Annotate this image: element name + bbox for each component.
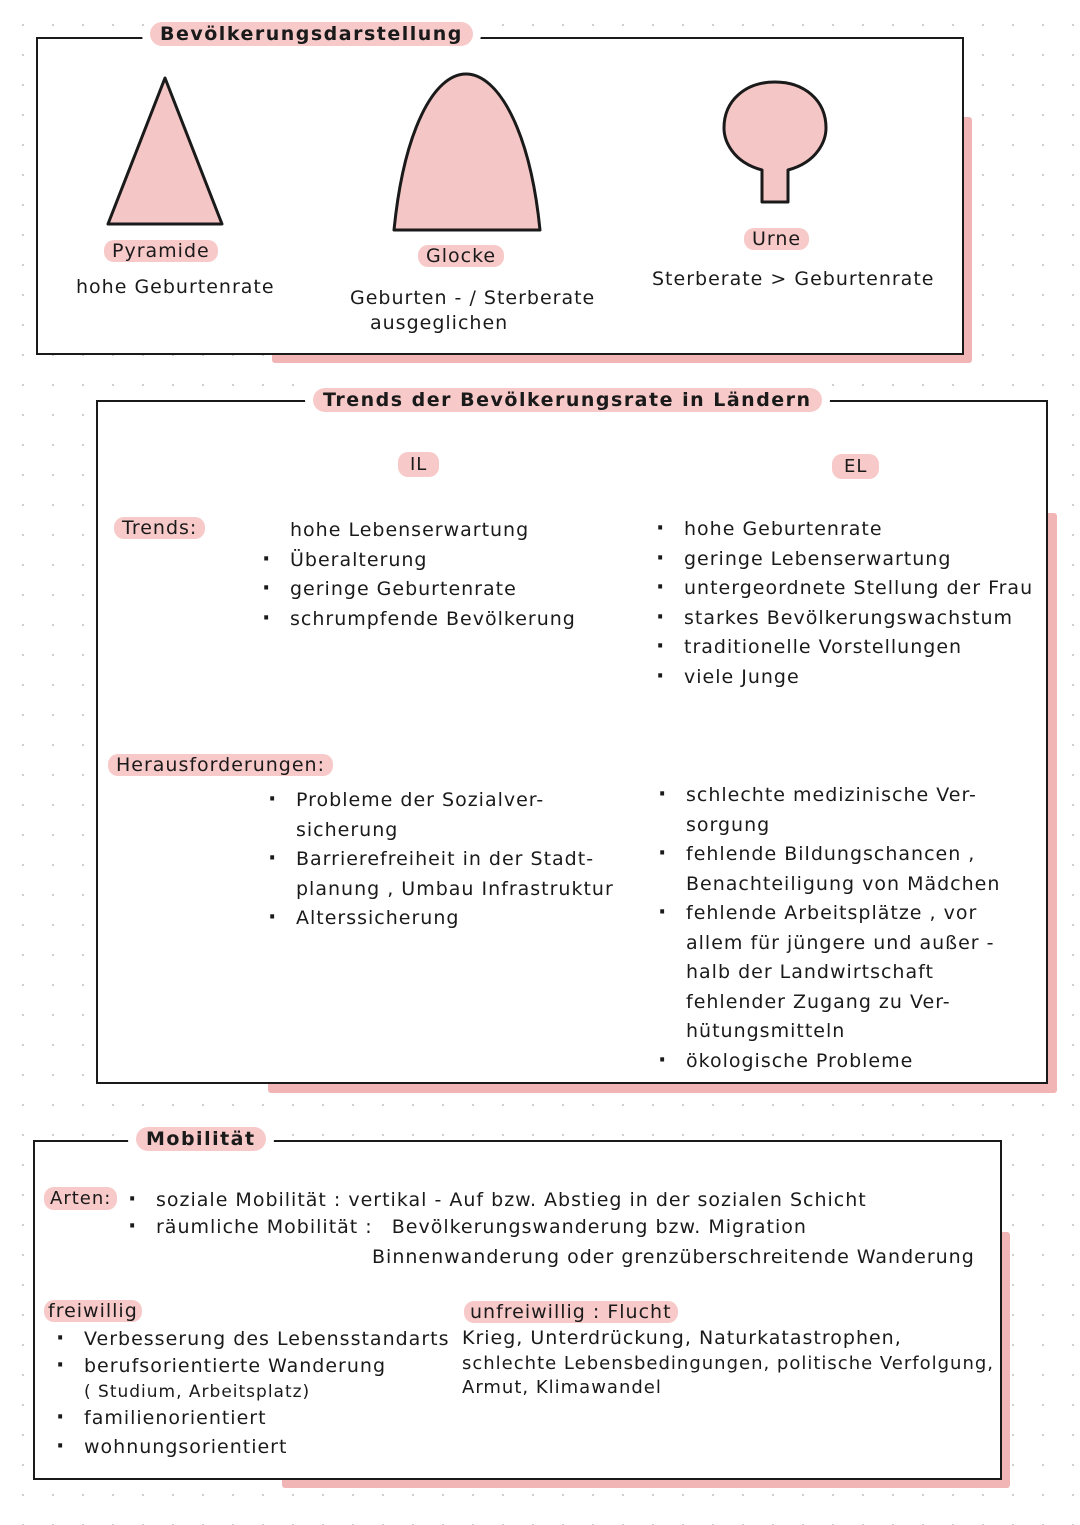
list-item: · geringe Lebenserwartung — [656, 545, 1033, 575]
list-item: · Barrierefreiheit in der Stadt- — [268, 845, 614, 875]
list-item: · hohe Geburtenrate — [656, 515, 1033, 545]
trends-label: Trends: — [114, 517, 205, 539]
list-item: · berufsorientierte Wanderung — [56, 1353, 449, 1380]
list-item: · geringe Geburtenrate — [262, 575, 576, 605]
list-item: allem für jüngere und außer - — [686, 931, 995, 954]
list-item: · Probleme der Sozialver- — [268, 786, 614, 816]
freiwillig-label: freiwillig — [44, 1300, 142, 1322]
spatial-mobility-value: Bevölkerungswanderung bzw. Migration — [391, 1216, 807, 1238]
pyramid-shape — [100, 74, 230, 230]
col-el-label: EL — [832, 454, 879, 479]
el-trends-list — [656, 515, 1033, 692]
list-item: · Überalterung — [262, 546, 576, 576]
list-item: · untergeordnete Stellung der Frau — [656, 574, 1033, 604]
list-item: · familienorientiert — [56, 1404, 449, 1433]
list-item: sorgung — [686, 813, 771, 836]
list-item: · fehlende Arbeitsplätze , vor — [658, 899, 1000, 929]
unfreiwillig-line2: schlechte Lebensbedingungen, politische Verfolgung, — [462, 1353, 995, 1374]
list-item: · starkes Bevölkerungswachstum — [656, 604, 1033, 634]
list-item: · Alterssicherung — [268, 904, 614, 934]
list-item: · soziale Mobilität : vertikal - Auf bzw. Abstieg in der sozialen Schicht — [128, 1187, 867, 1214]
el-challenges-list — [658, 781, 1000, 1076]
section1-title: Bevölkerungsdarstellung — [150, 22, 473, 46]
unfreiwillig-label: unfreiwillig : Flucht — [464, 1301, 678, 1323]
section3-title: Mobilität — [136, 1127, 266, 1151]
list-item: · ökologische Probleme — [658, 1047, 1000, 1077]
list-item: · schrumpfende Bevölkerung — [262, 605, 576, 635]
urn-label: Urne — [744, 228, 809, 250]
il-challenges-list — [268, 786, 614, 934]
bell-desc-line1: Geburten - / Sterberate — [350, 287, 596, 309]
section2-title: Trends der Bevölkerungsrate in Ländern — [313, 388, 822, 412]
il-trends-list — [262, 516, 576, 634]
urn-desc: Sterberate > Geburtenrate — [652, 268, 935, 290]
list-item: · schlechte medizinische Ver- — [658, 781, 1000, 811]
list-item: · traditionelle Vorstellungen — [656, 633, 1033, 663]
challenges-label: Herausforderungen: — [108, 754, 333, 776]
spatial-mobility-label: räumliche Mobilität : — [156, 1216, 373, 1238]
list-item — [128, 1214, 867, 1241]
list-item: halb der Landwirtschaft — [686, 961, 934, 983]
list-item: ( Studium, Arbeitsplatz) — [84, 1382, 311, 1402]
pyramid-label: Pyramide — [104, 240, 218, 262]
bell-desc-line2: ausgeglichen — [370, 312, 509, 334]
urn-shape — [720, 78, 830, 208]
list-item: fehlender Zugang zu Ver- — [686, 990, 951, 1013]
list-item: · fehlende Bildungschancen , — [658, 840, 1000, 870]
bell-shape — [384, 70, 550, 236]
bell-label: Glocke — [418, 245, 504, 267]
arten-label: Arten: — [44, 1187, 117, 1210]
freiwillig-list — [56, 1326, 449, 1462]
list-item: · Verbesserung des Lebensstandarts — [56, 1326, 449, 1353]
list-item: hütungsmitteln — [686, 1020, 846, 1042]
list-item: · viele Junge — [656, 663, 1033, 693]
list-item: · wohnungsorientiert — [56, 1433, 449, 1462]
unfreiwillig-line3: Armut, Klimawandel — [462, 1377, 662, 1398]
pyramid-desc: hohe Geburtenrate — [76, 276, 275, 298]
list-item: sicherung — [296, 818, 399, 841]
list-item: Benachteiligung von Mädchen — [686, 872, 1001, 895]
unfreiwillig-line1: Krieg, Unterdrückung, Naturkatastrophen, — [462, 1327, 902, 1349]
list-item: planung , Umbau Infrastruktur — [296, 877, 614, 900]
list-item: hohe Lebenserwartung — [290, 519, 530, 541]
arten-list — [128, 1187, 867, 1241]
col-il-label: IL — [398, 452, 439, 477]
arten-line3: Binnenwanderung oder grenzüberschreitende Wanderung — [372, 1246, 975, 1268]
